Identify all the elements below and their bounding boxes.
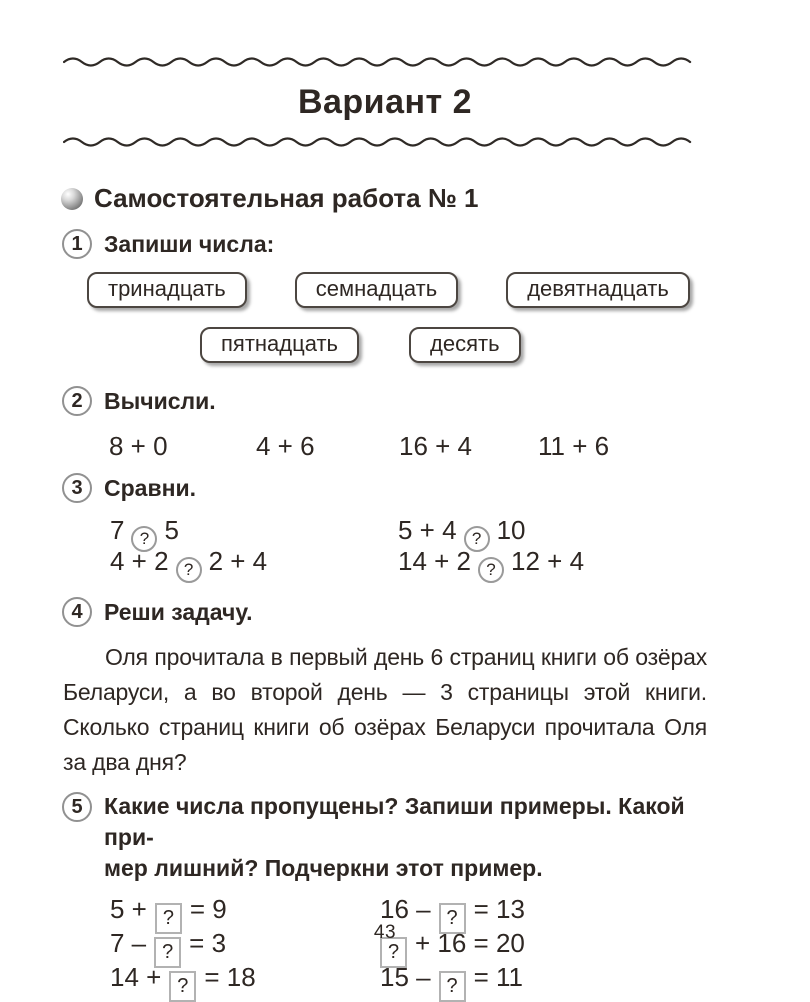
bullet-sphere-icon [61,188,83,210]
task-3-title: Сравни. [104,474,197,501]
wavy-divider-bottom [63,135,707,147]
expression: 8 + 0 [109,431,168,461]
equation: 5 + ? = 9 [110,894,380,934]
task-number-badge: 4 [62,597,92,627]
task-2-title: Вычисли. [104,387,216,414]
expressions-row [109,431,707,461]
word-chip: тринадцать [87,272,247,308]
wavy-divider-top [63,55,707,67]
equation: ? + 16 = 20 [380,928,707,968]
section-header [61,183,707,214]
unknown-box: ? [439,903,466,934]
content-area [63,0,707,999]
comparison: 14 + 2 ? 12 + 4 [398,546,707,583]
expression: 4 + 6 [256,431,315,461]
word-chip: семнадцать [295,272,458,308]
equations-grid [110,894,707,999]
expression: 16 + 4 [399,431,473,461]
task-3-header [62,473,707,503]
page-number: 43 [373,922,397,943]
unknown-box: ? [155,903,182,934]
task-4-title: Реши задачу. [104,598,253,625]
word-problem-text: Оля прочитала в первый день 6 страниц книги об озёрах Беларуси, а во второй день — 3 страницы этой книги. Сколько страниц книги об озёрах Беларуси прочитала Оля за два дня? [63,644,707,775]
unknown-circle: ? [464,526,490,552]
unknown-circle: ? [176,557,202,583]
unknown-circle: ? [131,526,157,552]
task-number-badge: 5 [62,792,92,822]
expression: 11 + 6 [538,431,610,461]
number-words-row-2 [200,327,707,363]
word-chip: десять [409,327,521,363]
task-number-badge: 3 [62,473,92,503]
word-chip: девятнадцать [506,272,690,308]
page-title: Вариант 2 [297,83,473,121]
equation: 7 – ? = 3 [110,928,380,968]
task-5-header [62,791,707,884]
task-2-header [62,386,707,416]
unknown-circle: ? [478,557,504,583]
word-chip: пятнадцать [200,327,359,363]
comparison: 7 ? 5 [110,515,398,552]
task-1-title: Запиши числа: [104,230,275,257]
unknown-box: ? [380,937,407,968]
task-5-title-line2: мер лишний? Подчеркни этот пример. [104,855,543,881]
task-number-badge: 1 [62,229,92,259]
unknown-box: ? [439,971,466,1002]
unknown-box: ? [169,971,196,1002]
unknown-box: ? [154,937,181,968]
task-1-header [62,229,707,259]
task-number-badge: 2 [62,386,92,416]
task-5-title [104,791,707,884]
section-title: Самостоятельная работа № 1 [94,183,479,213]
task-5-title-line1: Какие числа пропущены? Запиши примеры. Какой при- [104,793,685,850]
equation: 16 – ? = 13 [380,894,707,934]
task-4-header [62,597,707,627]
equation: 14 + ? = 18 [110,962,380,1002]
comparison: 4 + 2 ? 2 + 4 [110,546,398,583]
comparisons-grid [110,515,707,580]
number-words-row-1 [87,272,707,308]
comparison: 5 + 4 ? 10 [398,515,707,552]
equation: 15 – ? = 11 [380,962,707,1002]
